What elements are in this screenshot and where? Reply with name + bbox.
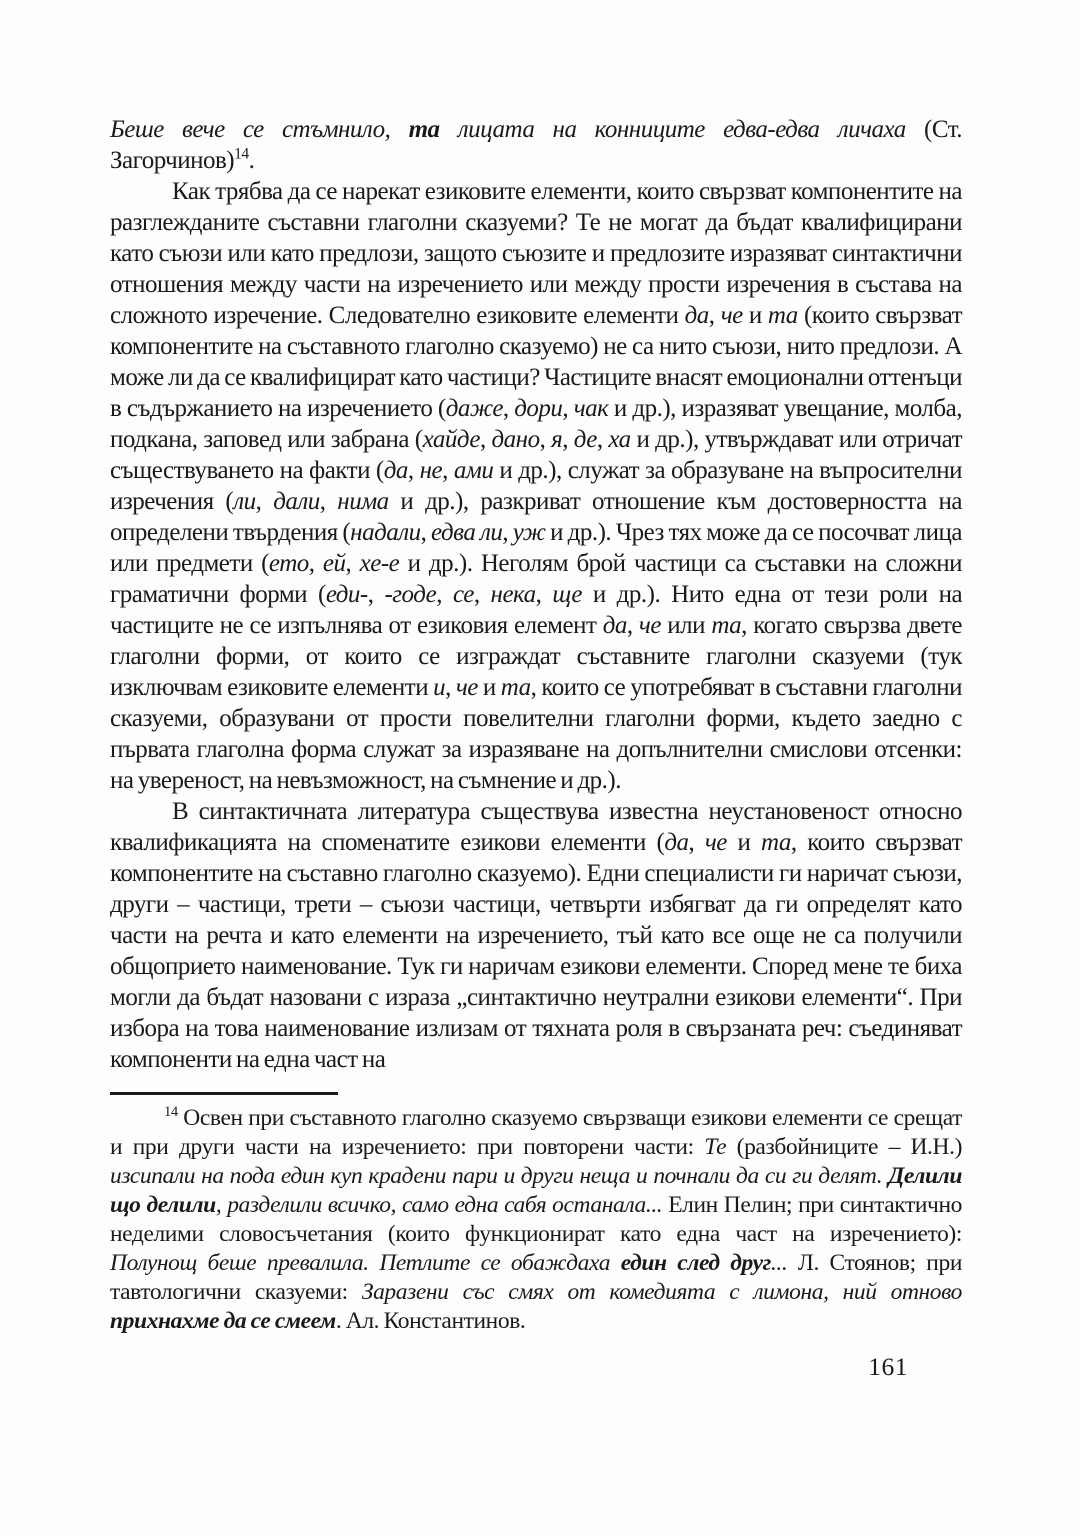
example-sentence-paragraph: Беше вече се стъмнило, та лицата на конниците едва-едва личаха (Ст. Загорчинов)$^{14}$. xyxy=(110,116,962,174)
page-number: 161 xyxy=(868,1352,908,1381)
main-text-block xyxy=(110,114,962,1382)
footnote-14: $^{14}$ Освен при съставното глаголно сказуемо свързващи езикови елементи се срещат и при други части на изречението: при повторени части: Те (разбойниците – И.Н.) изсипали на пода един куп крадени пари и други неща и почнали да си ги делят. Делили що делили, разделили всичко, само една сабя останала... Елин Пелин; при синтактично неделими словосъчетания (които функционират като една част на изречението): Полунощ беше превалила. Петлите се обаждаха един след друг... Л. Стоянов; при тавтологични сказуеми: Заразени със смях от комедията с лимона, ний отново прихнахме да се смеем. Ал. Константинов. xyxy=(110,1104,963,1334)
paragraph-terminology-discussion: Как трябва да се нарекат езиковите елементи, които свързват компонентите на разглежданите съставни глаголни сказуеми? Те не могат да бъдат квалифицирани като съюзи или като предлози, защото съюзите и предлозите изразяват синтактични отношения между части на изречението или между прости изречения в състава на сложното изречение. Следователно езиковите елементи да, че и та (които свързват компонентите на съставното глаголно сказуемо) не са нито съюзи, нито предлози. А може ли да се квалифицират като частици? Частиците внасят емоционални оттенъци в съдържанието на изречението (даже, дори, чак и др.), изразяват увещание, молба, подкана, заповед или забрана (хайде, дано, я, де, ха и др.), утвърждават или отричат съществуването на факти (да, не, ами и др.), служат за образуване на въпросителни изречения (ли, дали, нима и др.), разкриват отношение към достоверността на определени твърдения (надали, едва ли, уж и др.). Чрез тях може да се посочват лица или предмети (ето, ей, хе-е и др.). Неголям брой частици са съставки на сложни граматични форми (еди-, -годе, се, нека, ще и др.). Нито една от тези роли на частиците не се изпълнява от езиковия елемент да, че или та, когато свързва двете глаголни форми, от които се изграждат съставните глаголни сказуеми (тук изключвам езиковите елементи и, че и та, които се употребяват в съставни глаголни сказуеми, образувани от прости повелителни глаголни форми, където заедно с първата глаголна форма служат за изразяване на допълнителни смислови отсенки: на увереност, на невъзможност, на съмнение и др.). xyxy=(110,178,963,794)
paragraph-syntactic-literature: В синтактичната литература съществува известна неустановеност относно квалификацията на споменатите езикови елементи (да, че и та, които свързват компонентите на съставно глаголно сказуемо). Едни специалисти ги наричат съюзи, други – частици, трети – съюзи частици, четвърти избягват да ги определят като части на речта и като елементи на изречението, тъй като все още не са получили общоприето наименование. Тук ги наричам езикови елементи. Според мене те биха могли да бъдат назовани с израза „синтактично неутрални езикови елементи“. При избора на това наименование излизам от тяхната роля в свързаната реч: съединяват компоненти на една част на xyxy=(110,798,963,1073)
footnote-separator-rule xyxy=(110,1092,338,1095)
